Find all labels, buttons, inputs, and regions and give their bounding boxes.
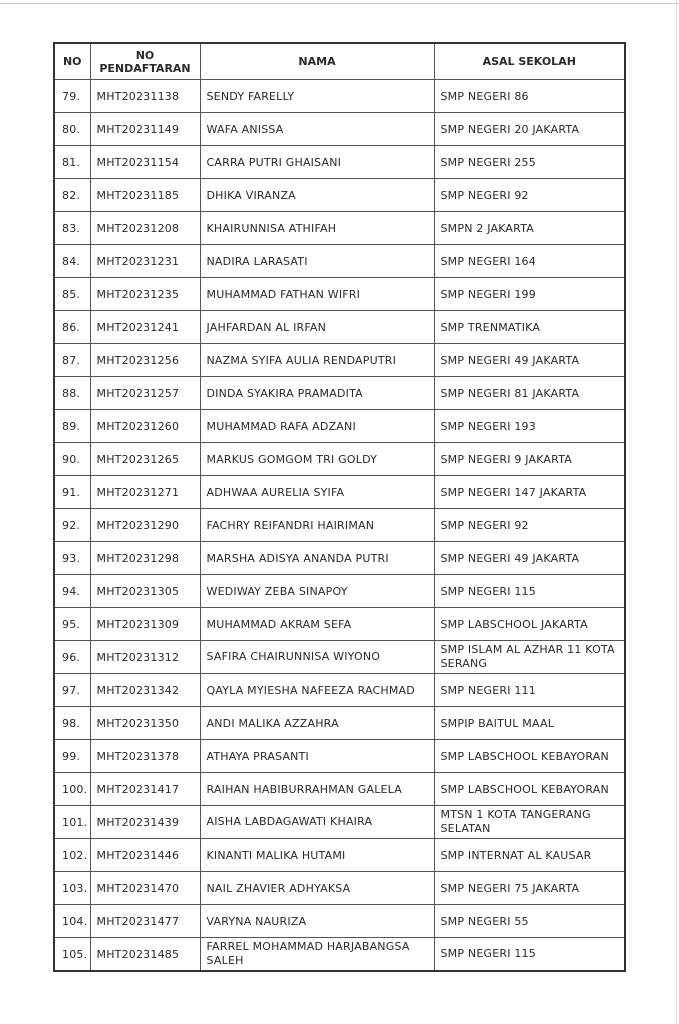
registration-number: MHT20231241 xyxy=(90,311,200,344)
row-number: 80. xyxy=(54,113,90,146)
row-number: 84. xyxy=(54,245,90,278)
table-row xyxy=(54,80,625,113)
registration-number: MHT20231265 xyxy=(90,443,200,476)
registration-number: MHT20231485 xyxy=(90,938,200,972)
row-number: 82. xyxy=(54,179,90,212)
school-name: SMP NEGERI 115 xyxy=(434,938,625,972)
row-number: 104. xyxy=(54,905,90,938)
table-header-row xyxy=(54,43,625,80)
school-name: SMP NEGERI 92 xyxy=(434,179,625,212)
school-name: SMP NEGERI 55 xyxy=(434,905,625,938)
registration-number: MHT20231260 xyxy=(90,410,200,443)
student-name: NADIRA LARASATI xyxy=(200,245,434,278)
school-name: SMPIP BAITUL MAAL xyxy=(434,707,625,740)
row-number: 93. xyxy=(54,542,90,575)
registration-number: MHT20231256 xyxy=(90,344,200,377)
table-row xyxy=(54,773,625,806)
row-number: 92. xyxy=(54,509,90,542)
header-no: NO xyxy=(54,43,90,80)
school-name: SMP ISLAM AL AZHAR 11 KOTA SERANG xyxy=(434,641,625,674)
student-name: DHIKA VIRANZA xyxy=(200,179,434,212)
school-name: SMP NEGERI 86 xyxy=(434,80,625,113)
table-row xyxy=(54,245,625,278)
table-row xyxy=(54,179,625,212)
table-row xyxy=(54,674,625,707)
student-name: NAIL ZHAVIER ADHYAKSA xyxy=(200,872,434,905)
table-row xyxy=(54,707,625,740)
table-row xyxy=(54,641,625,674)
table-row xyxy=(54,905,625,938)
registration-number: MHT20231149 xyxy=(90,113,200,146)
table-row xyxy=(54,146,625,179)
table-row xyxy=(54,476,625,509)
row-number: 100. xyxy=(54,773,90,806)
registration-number: MHT20231350 xyxy=(90,707,200,740)
table-row xyxy=(54,542,625,575)
student-name: MUHAMMAD RAFA ADZANI xyxy=(200,410,434,443)
row-number: 95. xyxy=(54,608,90,641)
row-number: 96. xyxy=(54,641,90,674)
row-number: 87. xyxy=(54,344,90,377)
table-row xyxy=(54,806,625,839)
row-number: 105. xyxy=(54,938,90,972)
student-name: MARKUS GOMGOM TRI GOLDY xyxy=(200,443,434,476)
row-number: 81. xyxy=(54,146,90,179)
school-name: SMP LABSCHOOL KEBAYORAN xyxy=(434,773,625,806)
header-school: ASAL SEKOLAH xyxy=(434,43,625,80)
registration-number: MHT20231290 xyxy=(90,509,200,542)
school-name: SMP NEGERI 164 xyxy=(434,245,625,278)
student-name: QAYLA MYIESHA NAFEEZA RACHMAD xyxy=(200,674,434,707)
student-name: AISHA LABDAGAWATI KHAIRA xyxy=(200,806,434,839)
table-row xyxy=(54,212,625,245)
table-row xyxy=(54,608,625,641)
row-number: 101. xyxy=(54,806,90,839)
page-top-edge xyxy=(0,0,679,4)
row-number: 94. xyxy=(54,575,90,608)
school-name: SMP INTERNAT AL KAUSAR xyxy=(434,839,625,872)
school-name: SMP NEGERI 115 xyxy=(434,575,625,608)
table-row xyxy=(54,278,625,311)
registration-number: MHT20231271 xyxy=(90,476,200,509)
header-name: NAMA xyxy=(200,43,434,80)
student-name: MARSHA ADISYA ANANDA PUTRI xyxy=(200,542,434,575)
table-row xyxy=(54,311,625,344)
row-number: 83. xyxy=(54,212,90,245)
registration-number: MHT20231309 xyxy=(90,608,200,641)
table-row xyxy=(54,410,625,443)
school-name: SMP LABSCHOOL KEBAYORAN xyxy=(434,740,625,773)
school-name: SMP NEGERI 255 xyxy=(434,146,625,179)
row-number: 103. xyxy=(54,872,90,905)
row-number: 97. xyxy=(54,674,90,707)
row-number: 98. xyxy=(54,707,90,740)
registration-number: MHT20231138 xyxy=(90,80,200,113)
row-number: 86. xyxy=(54,311,90,344)
table-row xyxy=(54,740,625,773)
student-name: VARYNA NAURIZA xyxy=(200,905,434,938)
school-name: SMP NEGERI 75 JAKARTA xyxy=(434,872,625,905)
table-row xyxy=(54,344,625,377)
registration-number: MHT20231446 xyxy=(90,839,200,872)
table-row xyxy=(54,377,625,410)
student-name: ADHWAA AURELIA SYIFA xyxy=(200,476,434,509)
registration-number: MHT20231312 xyxy=(90,641,200,674)
row-number: 79. xyxy=(54,80,90,113)
school-name: SMP NEGERI 193 xyxy=(434,410,625,443)
registration-number: MHT20231154 xyxy=(90,146,200,179)
student-name: SAFIRA CHAIRUNNISA WIYONO xyxy=(200,641,434,674)
table-row xyxy=(54,872,625,905)
student-name: MUHAMMAD AKRAM SEFA xyxy=(200,608,434,641)
registration-number: MHT20231477 xyxy=(90,905,200,938)
registration-number: MHT20231342 xyxy=(90,674,200,707)
row-number: 102. xyxy=(54,839,90,872)
registration-number: MHT20231305 xyxy=(90,575,200,608)
page-right-edge xyxy=(676,0,677,1024)
student-name: KINANTI MALIKA HUTAMI xyxy=(200,839,434,872)
school-name: SMP LABSCHOOL JAKARTA xyxy=(434,608,625,641)
student-name: FACHRY REIFANDRI HAIRIMAN xyxy=(200,509,434,542)
table-row xyxy=(54,509,625,542)
school-name: SMP NEGERI 9 JAKARTA xyxy=(434,443,625,476)
student-name: JAHFARDAN AL IRFAN xyxy=(200,311,434,344)
student-name: WAFA ANISSA xyxy=(200,113,434,146)
registration-number: MHT20231231 xyxy=(90,245,200,278)
table-row xyxy=(54,443,625,476)
table-row xyxy=(54,575,625,608)
school-name: MTSN 1 KOTA TANGERANG SELATAN xyxy=(434,806,625,839)
registration-number: MHT20231257 xyxy=(90,377,200,410)
row-number: 91. xyxy=(54,476,90,509)
registration-number: MHT20231417 xyxy=(90,773,200,806)
student-name: ANDI MALIKA AZZAHRA xyxy=(200,707,434,740)
table-body xyxy=(54,80,625,972)
school-name: SMP NEGERI 147 JAKARTA xyxy=(434,476,625,509)
student-name: MUHAMMAD FATHAN WIFRI xyxy=(200,278,434,311)
school-name: SMPN 2 JAKARTA xyxy=(434,212,625,245)
student-name: DINDA SYAKIRA PRAMADITA xyxy=(200,377,434,410)
student-name: WEDIWAY ZEBA SINAPOY xyxy=(200,575,434,608)
school-name: SMP NEGERI 92 xyxy=(434,509,625,542)
header-registration: NO PENDAFTARAN xyxy=(90,43,200,80)
registration-number: MHT20231298 xyxy=(90,542,200,575)
student-name: RAIHAN HABIBURRAHMAN GALELA xyxy=(200,773,434,806)
row-number: 90. xyxy=(54,443,90,476)
student-name: KHAIRUNNISA ATHIFAH xyxy=(200,212,434,245)
student-name: FARREL MOHAMMAD HARJABANGSA SALEH xyxy=(200,938,434,972)
student-name: NAZMA SYIFA AULIA RENDAPUTRI xyxy=(200,344,434,377)
row-number: 88. xyxy=(54,377,90,410)
student-list-table xyxy=(53,42,626,972)
table-row xyxy=(54,839,625,872)
row-number: 89. xyxy=(54,410,90,443)
row-number: 85. xyxy=(54,278,90,311)
table-row xyxy=(54,938,625,972)
registration-number: MHT20231378 xyxy=(90,740,200,773)
student-name: CARRA PUTRI GHAISANI xyxy=(200,146,434,179)
student-name: ATHAYA PRASANTI xyxy=(200,740,434,773)
school-name: SMP NEGERI 199 xyxy=(434,278,625,311)
student-name: SENDY FARELLY xyxy=(200,80,434,113)
school-name: SMP NEGERI 49 JAKARTA xyxy=(434,542,625,575)
row-number: 99. xyxy=(54,740,90,773)
table-row xyxy=(54,113,625,146)
school-name: SMP NEGERI 111 xyxy=(434,674,625,707)
registration-number: MHT20231470 xyxy=(90,872,200,905)
registration-number: MHT20231208 xyxy=(90,212,200,245)
school-name: SMP NEGERI 81 JAKARTA xyxy=(434,377,625,410)
school-name: SMP NEGERI 20 JAKARTA xyxy=(434,113,625,146)
school-name: SMP NEGERI 49 JAKARTA xyxy=(434,344,625,377)
registration-number: MHT20231439 xyxy=(90,806,200,839)
registration-number: MHT20231185 xyxy=(90,179,200,212)
school-name: SMP TRENMATIKA xyxy=(434,311,625,344)
registration-number: MHT20231235 xyxy=(90,278,200,311)
